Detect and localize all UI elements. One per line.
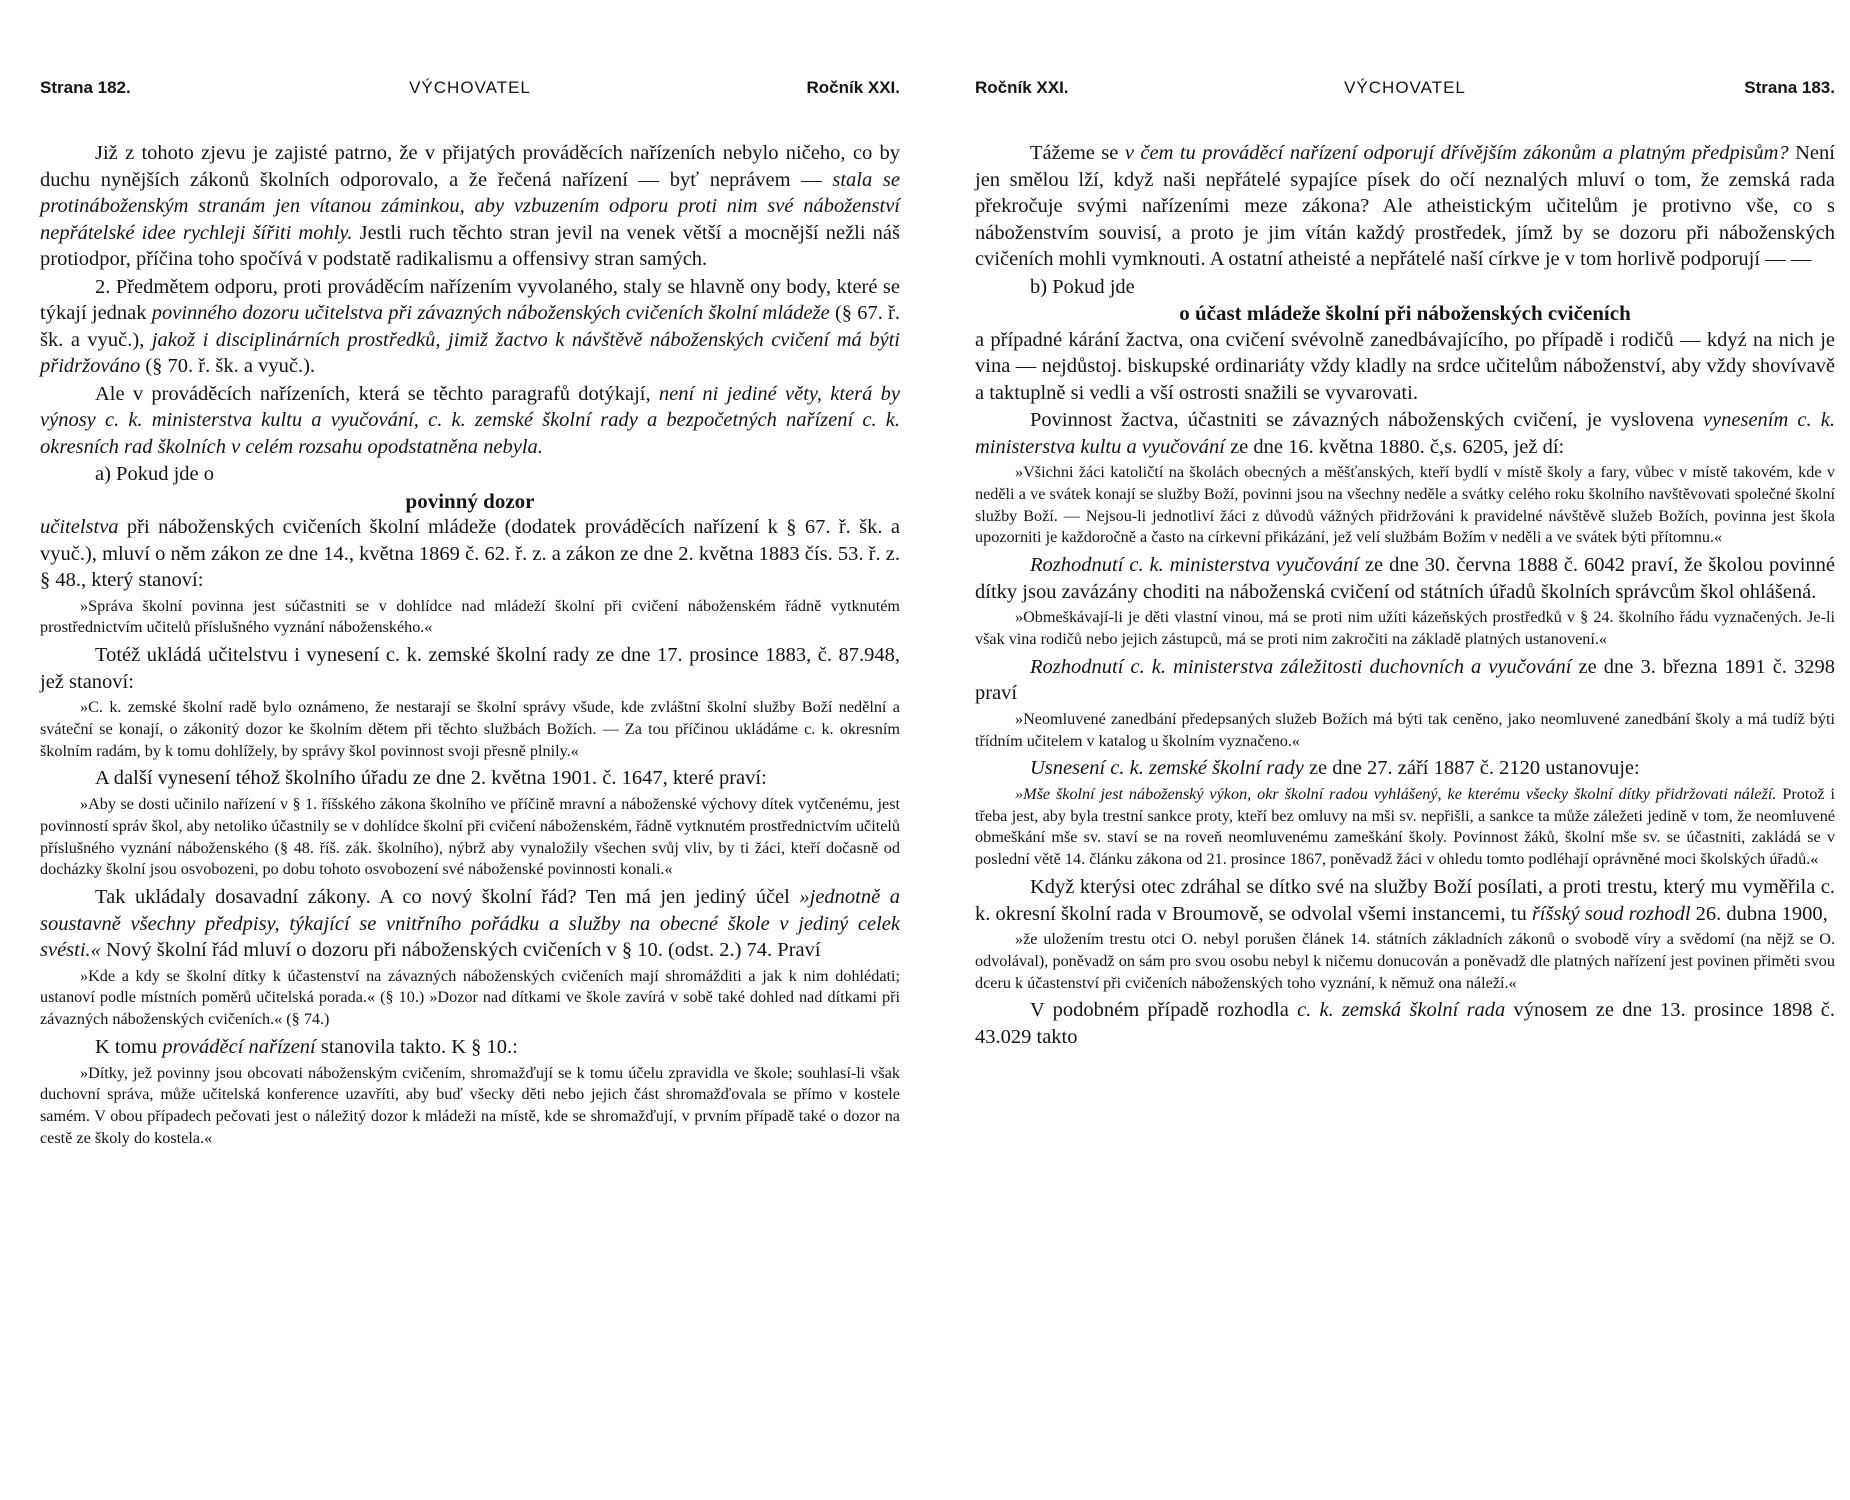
- quotation: »že uložením trestu otci O. nebyl porušen článek 14. státních základních zákonů o svobodě víry a svědomí (na nějž se O. odvolával), poněvadž on sám pro svou osobu nebyl k ničemu donucován a poněvadž dle platných nařízení jest povinen přiměti svou dceru k účastenství při cvičeních náboženských toho vyznání, k němuž ona náleží.«: [975, 930, 1835, 992]
- quotation: »Obmeškávají-li je děti vlastní vinou, má se proti nim užíti kázeňských prostředků v § 24. školního řádu vyznačených. Je-li však vina rodičů nebo jejich zástupců, má se proti nim zakročiti na základě platných ustanovení.«: [975, 608, 1835, 648]
- volume-label: Ročník XXI.: [806, 78, 900, 97]
- paragraph: Rozhodnutí c. k. ministerstva záležitosti duchovních a vyučování ze dne 3. března 1891 č. 3298 praví: [975, 655, 1835, 705]
- quotation: »Neomluvené zanedbání předepsaných služeb Božích má býti tak ceněno, jako neomluvené zanedbání školy a má tudíž býti třídním učitelem v katalog u školním vyznačeno.«: [975, 709, 1835, 750]
- page-body: [975, 140, 1835, 1051]
- journal-title: VÝCHOVATEL: [409, 78, 531, 97]
- paragraph: Když kterýsi otec zdráhal se dítko své na služby Boží posílati, a proti trestu, který mu vyměřila c. k. okresní školní rada v Broumově, se odvolal všemi instancemi, tu říšský soud rozhodl 26. dubna 1900,: [975, 876, 1835, 925]
- right-page: [975, 0, 1835, 1500]
- quotation: »Aby se dosti učinilo nařízení v § 1. říšského zákona školního ve příčině mravní a náboženské výchovy dítek vytčenému, jest povinností správ škol, aby netoliko účastnily se v dohlídce školní při cvičení náboženském, řádně vytknutém prostřednictvím učitelů příslušného vyznání náboženského (§ 48. říš. zák. školního), nýbrž aby vynaložily všechen svůj vliv, by ti žáci, kteří dočasně od docházky školní jsou osvobozeni, po dobu tohoto osvobození své náboženské povinnosti konali.«: [40, 794, 900, 879]
- paragraph: 2. Předmětem odporu, proti prováděcím nařízením vyvolaného, staly se hlavně ony body, které se týkají jednak povinného dozoru učitelstva při závazných náboženských cvičeních školní mládeže (§ 67. ř. šk. a vyuč.), jakož i disciplinárních prostředků, jimiž žactvo k návštěvě náboženských cvičení má býti přidržováno (§ 70. ř. šk. a vyuč.).: [40, 275, 900, 377]
- journal-title: VÝCHOVATEL: [1344, 78, 1466, 97]
- section-heading: povinný dozor: [405, 488, 535, 513]
- running-header: [975, 78, 1835, 104]
- quotation: »C. k. zemské školní radě bylo oznámeno, že nestarají se školní správy všude, kde zvláštní školní služby Boží nedělní a sváteční se konají, o zákonitý dozor ke školním dětem při těchto službách Božích. — Za tou příčinou ukládáme c. k. okresním školním radám, by k tomu dohlížely, by správy škol povinnost svoji přesně plnily.«: [40, 698, 900, 760]
- page-number: Strana 183.: [1744, 78, 1835, 97]
- subsection-label: b) Pokud jde: [1030, 275, 1135, 298]
- paragraph: a případné kárání žactva, ona cvičení svévolně zanedbávajícího, po případě i rodičů — kdyź na nich je vina — nejdůstoj. biskupské ordinariáty vždy kladly na srdce učitelům náboženství, aby vždy shovívavě a taktuplně si vedli a vší ostrosti snažili se vyvarovati.: [975, 328, 1835, 404]
- page-body: [40, 140, 900, 1153]
- paragraph: Povinnost žactva, účastniti se závazných náboženských cvičení, je vyslovena vynesením c. k. ministerstva kultu a vyučování ze dne 16. května 1880. č,s. 6205, jež dí:: [975, 409, 1835, 458]
- quotation: »Správa školní povinna jest súčastniti se v dohlídce nad mládeží školní při cvičení náboženském řádně vytknutém prostřednictvím učitelů příslušného vyznání náboženského.«: [40, 596, 900, 637]
- page-number: Strana 182.: [40, 78, 131, 97]
- paragraph: Rozhodnutí c. k. ministerstva vyučování ze dne 30. června 1888 č. 6042 praví, že školou povinné dítky jsou zavázány choditi na náboženská cvičení od státních úřadů školních správcům škol ohlášená.: [975, 554, 1835, 603]
- paragraph: A další vynesení téhož školního úřadu ze dne 2. května 1901. č. 1647, které praví:: [95, 767, 767, 790]
- quotation: »Kde a kdy se školní dítky k účastenství na závazných náboženských cvičeních mají shromážditi a jak k nim dohlédati; ustanoví podle místních poměrů učitelská porada.« (§ 10.) »Dozor nad dítkami ve škole zavírá v sobě také dohled nad dítkami při závazných náboženských cvičeních.« (§ 74.): [40, 966, 900, 1029]
- subsection-label: a) Pokud jde o: [95, 463, 214, 485]
- paragraph: Tážeme se v čem tu prováděcí nařízení odporují dřívějším zákonům a platným předpisům? Není jen smělou lží, když naši nepřátelé sypajíce písek do očí neznalých mluví o tom, že zemská rada překročuje svými nařízeními meze zákona? Ale atheistickým učitelům je protivno vše, co s náboženstvím souvisí, a proto je jim vítán každý prostředek, jímž by se dozoru při náboženských cvičeních mohli vymknouti. A ostatní atheisté a nepřátelé naší církve je v tom horlivě podporují — —: [975, 142, 1835, 270]
- paragraph: K tomu prováděcí nařízení stanovila takto. K § 10.:: [95, 1036, 518, 1059]
- paragraph: Tak ukládaly dosavadní zákony. A co nový školní řád? Ten má jen jediný účel »jednotně a soustavně všechny předpisy, týkající se vnitřního pořádku a služby na obecné škole v jediný celek svésti.« Nový školní řád mluví o dozoru při náboženských cvičeních v § 10. (odst. 2.) 74. Praví: [40, 886, 901, 962]
- paragraph: učitelstva při náboženských cvičeních školní mládeže (dodatek prováděcích nařízení k § 67. ř. šk. a vyuč.), mluví o něm zákon ze dne 14., května 1869 č. 62. ř. z. a zákon ze dne 2. května 1883 čís. 53. ř. z. § 48., který stanoví:: [40, 516, 900, 591]
- running-header: [40, 78, 900, 104]
- paragraph: V podobném případě rozhodla c. k. zemská školní rada výnosem ze dne 13. prosince 1898 č. 43.029 takto: [975, 999, 1835, 1048]
- quotation: »Všichni žáci katoličtí na školách obecných a měšťanských, kteří bydlí v místě školy a fary, vůbec v místě takovém, kde v neděli a ve svátek konají se služby Boží, povinni jsou na všechny neděle a svátky celého roku školního navštěvovati společné školní služby Boží. — Nejsou-li jednotliví žáci z důvodů vážných přidržováni k pravidelné návštěvě služeb Božích, povinna jest škola upozorniti je každoročně a často na církevní přikázání, jež velí službám Božím v neděli a ve svátek býti přítomnu.«: [975, 463, 1835, 547]
- quotation: »Dítky, jež povinny jsou obcovati náboženským cvičením, shromažďují se k tomu účelu zpravidla ve škole; souhlasí-li však duchovní správa, může učitelská konference uzavříti, aby buď všecky děti nebo jejich část shromažďovala se přímo v kostele samém. V obou případech pečovati jest o náležitý dozor k mládeži na místě, kde se shromažďují, v prvním případě také o dozor na cestě ze školy do kostela.«: [40, 1063, 900, 1147]
- quotation: »Mše školní jest náboženský výkon, okr školní radou vyhlášený, ke kterému všecky školní dítky přidržovati náleží. Protož i třeba jest, aby byla trestní sankce proty, kteří bez omluvy na mši sv. nepřišli, a sankce ta může záležeti jedině v tom, že neomluvené obmeškání mše sv. staví se na roveň neomluvenému zameškání školy. Povinnost žáků, školní mše sv. se účastniti, zakládá se v poslední větě 14. článku zákona od 21. prosince 1867, poněvadž žáci v ohledu tomto podléhají oprávněné moci školských úřadů.«: [975, 784, 1835, 869]
- section-heading: o účast mládeže školní při náboženských cvičeních: [1179, 301, 1631, 325]
- paragraph: Usnesení c. k. zemské školní rady ze dne 27. září 1887 č. 2120 ustanovuje:: [1030, 757, 1640, 780]
- left-page: [40, 0, 900, 1500]
- paragraph: Již z tohoto zjevu je zajisté patrno, že v přijatých prováděcích nařízeních nebylo ničeho, co by duchu nynějších zákonů školních odporovalo, a že řečená nařízení — byť neprávem — stala se protináboženským stranám jen vítanou záminkou, aby vzbuzením odporu proti nim své náboženství nepřátelské idee rychleji šířiti mohly. Jestli ruch těchto stran jevil na venek větší a mocnější nežli náš protiodpor, příčina toho spočívá v podstatě radikalismu a offensivy stran samých.: [40, 142, 900, 270]
- paragraph: Totéž ukládá učitelstvu i vynesení c. k. zemské školní rady ze dne 17. prosince 1883, č. 87.948, jež stanoví:: [40, 644, 900, 693]
- volume-label: Ročník XXI.: [975, 78, 1069, 97]
- paragraph: Ale v prováděcích nařízeních, která se těchto paragrafů dotýkají, není ni jediné věty, která by výnosy c. k. ministerstva kultu a vyučování, c. k. zemské školní rady a bezpočetných nařízení c. k. okresních rad školních v celém rozsahu opodstatněna nebyla.: [40, 382, 900, 458]
